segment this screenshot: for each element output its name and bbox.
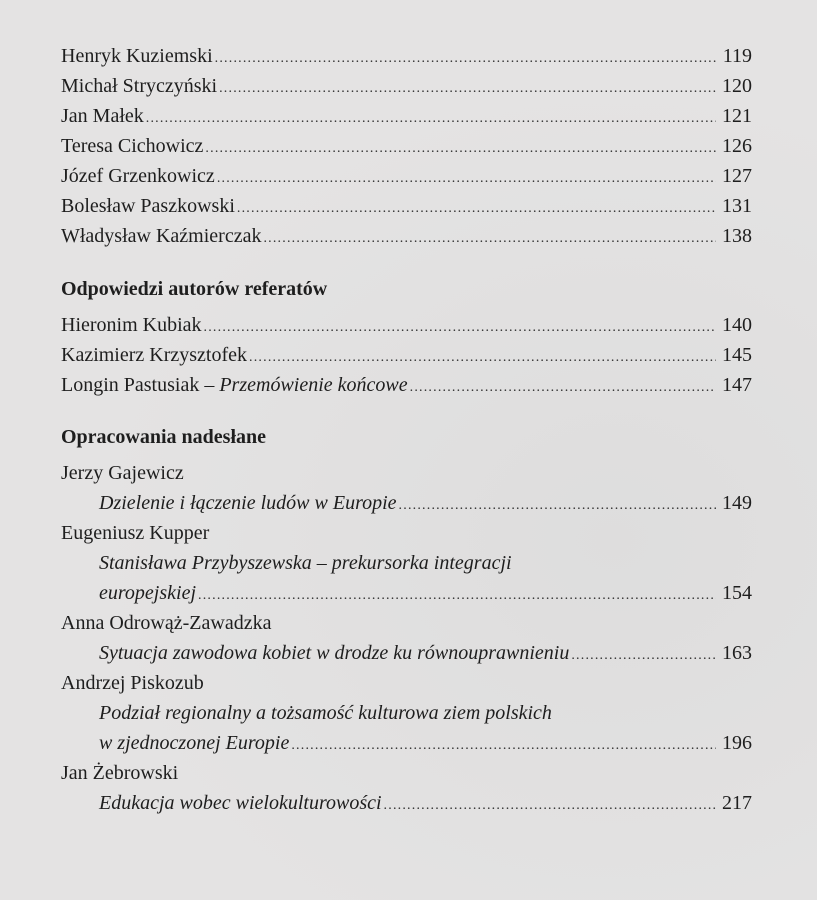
toc-entry-author: Jan Żebrowski (61, 762, 179, 784)
toc-entry-page: 126 (722, 135, 752, 157)
toc-entry-author: Eugeniusz Kupper (61, 522, 210, 544)
toc-entry-title: Podział regionalny a tożsamość kulturowa ziem polskich (99, 702, 552, 724)
toc-entry-title: Stanisława Przybyszewska – prekursorka integracji (99, 552, 512, 574)
toc-entry-page: 140 (722, 314, 752, 336)
table-of-contents (61, 41, 752, 818)
toc-entry-author: Andrzej Piskozub (61, 672, 204, 694)
toc-entry-page: 145 (722, 344, 752, 366)
toc-author-line (61, 458, 752, 488)
dot-leader (291, 731, 716, 761)
toc-entry-title: Edukacja wobec wielokulturowości (99, 792, 382, 814)
dot-leader (205, 134, 716, 164)
section-spacer (61, 251, 752, 274)
dot-leader (237, 194, 716, 224)
toc-author-line (61, 668, 752, 698)
toc-entry-page: 163 (722, 642, 752, 664)
dot-leader (571, 641, 716, 671)
dot-leader (215, 44, 716, 74)
toc-entry-author: Kazimierz Krzysztofek (61, 344, 248, 366)
toc-entry-page: 120 (722, 75, 752, 97)
toc-entry (61, 221, 752, 251)
dot-leader (249, 343, 716, 373)
toc-entry (61, 370, 752, 400)
toc-entry-page: 196 (722, 732, 752, 754)
toc-entry-author: Bolesław Paszkowski (61, 195, 235, 217)
toc-entry (61, 788, 752, 818)
toc-author-line (61, 758, 752, 788)
toc-entry-title: Sytuacja zawodowa kobiet w drodze ku równouprawnieniu (99, 642, 570, 664)
toc-entry-title: europejskiej (99, 582, 197, 604)
toc-entry (61, 161, 752, 191)
dot-leader (410, 373, 716, 403)
toc-entry-text (61, 370, 408, 400)
toc-entry-page: 131 (722, 195, 752, 217)
toc-title-line (61, 698, 752, 728)
toc-entry (61, 71, 752, 101)
toc-entry (61, 488, 752, 518)
dot-leader (399, 491, 716, 521)
toc-entry-title: w zjednoczonej Europie (99, 732, 290, 754)
toc-entry-page: 217 (722, 792, 752, 814)
toc-author-line (61, 608, 752, 638)
toc-entry-title: Dzielenie i łączenie ludów w Europie (99, 492, 397, 514)
toc-entry (61, 41, 752, 71)
toc-entry-author: Jerzy Gajewicz (61, 462, 184, 484)
toc-entry-page: 119 (722, 45, 752, 67)
toc-entry-author: Michał Stryczyński (61, 75, 218, 97)
toc-entry-author: Hieronim Kubiak (61, 314, 202, 336)
toc-entry-author: Henryk Kuziemski (61, 45, 213, 67)
dot-leader (263, 224, 716, 254)
dot-leader (146, 104, 716, 134)
dot-leader (384, 791, 716, 821)
dot-leader (219, 74, 716, 104)
toc-entry (61, 728, 752, 758)
toc-entry-author: Józef Grzenkowicz (61, 165, 215, 187)
toc-entry-author: Longin Pastusiak (61, 374, 200, 396)
toc-entry (61, 638, 752, 668)
toc-entry-author: Władysław Kaźmierczak (61, 225, 262, 247)
toc-entry (61, 310, 752, 340)
toc-author-line (61, 518, 752, 548)
toc-entry (61, 340, 752, 370)
toc-entry-page: 154 (722, 582, 752, 604)
dot-leader (198, 581, 716, 611)
toc-entry (61, 191, 752, 221)
toc-entry-page: 138 (722, 225, 752, 247)
dash-separator: – (199, 374, 220, 396)
toc-entry-title: Przemówienie końcowe (219, 374, 408, 396)
dot-leader (217, 164, 716, 194)
toc-entry-page: 121 (722, 105, 752, 127)
toc-entry (61, 101, 752, 131)
toc-entry-page: 127 (722, 165, 752, 187)
toc-title-line (61, 548, 752, 578)
toc-entry-page: 147 (722, 374, 752, 396)
toc-entry-author: Anna Odrowąż-Zawadzka (61, 612, 272, 634)
dot-leader (204, 313, 716, 343)
toc-entry-author: Jan Małek (61, 105, 144, 127)
toc-entry-page: 149 (722, 492, 752, 514)
section-spacer (61, 400, 752, 422)
toc-entry (61, 131, 752, 161)
toc-entry (61, 578, 752, 608)
toc-entry-author: Teresa Cichowicz (61, 135, 204, 157)
section-heading: Opracowania nadesłane (61, 426, 267, 448)
section-heading: Odpowiedzi autorów referatów (61, 278, 328, 300)
